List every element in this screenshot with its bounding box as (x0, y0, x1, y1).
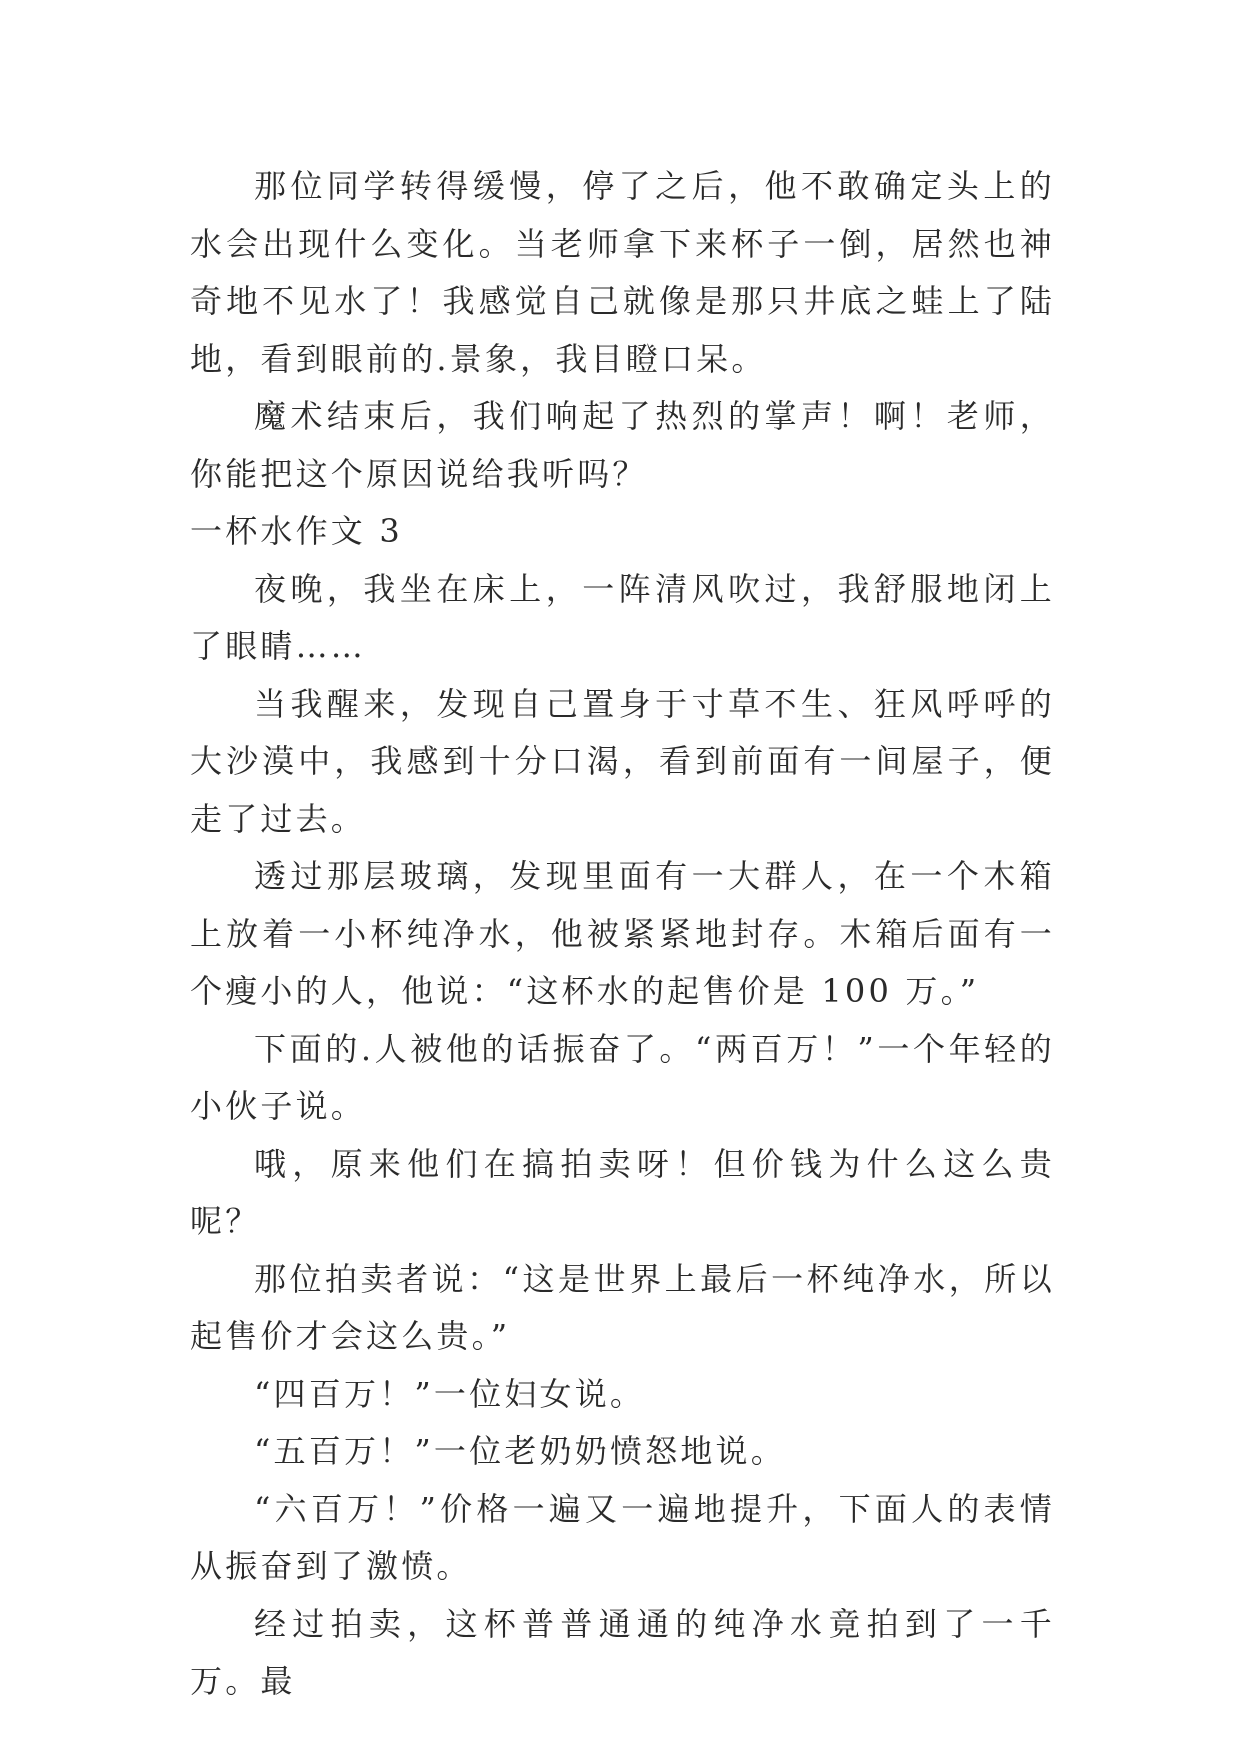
paragraph: 魔术结束后，我们响起了热烈的掌声！啊！老师，你能把这个原因说给我听吗？ (190, 397, 1055, 493)
paragraph: 当我醒来，发现自己置身于寸草不生、狂风呼呼的大沙漠中，我感到十分口渴，看到前面有一间屋子，便走了过去。 (190, 684, 1055, 838)
paragraph: “五百万！”一位老奶奶愤怒地说。 (254, 1432, 786, 1470)
paragraph: 那位同学转得缓慢，停了之后，他不敢确定头上的水会出现什么变化。当老师拿下来杯子一倒，居然也神奇地不见水了！我感觉自己就像是那只井底之蛙上了陆地，看到眼前的.景象，我目瞪口呆。 (190, 167, 1055, 378)
document-body (190, 158, 1055, 1711)
paragraph: 经过拍卖，这杯普普通通的纯净水竟拍到了一千万。最 (190, 1604, 1055, 1700)
paragraph: 夜晚，我坐在床上，一阵清风吹过，我舒服地闭上了眼睛…… (190, 569, 1055, 665)
paragraph: 哦，原来他们在搞拍卖呀！但价钱为什么这么贵呢？ (190, 1144, 1055, 1240)
paragraph: “六百万！”价格一遍又一遍地提升，下面人的表情从振奋到了激愤。 (190, 1489, 1055, 1585)
paragraph: “四百万！”一位妇女说。 (254, 1374, 646, 1413)
paragraph: 那位拍卖者说：“这是世界上最后一杯纯净水，所以起售价才会这么贵。” (190, 1259, 1055, 1355)
section-heading: 一杯水作文 3 (190, 512, 403, 550)
paragraph: 下面的.人被他的话振奋了。“两百万！”一个年轻的小伙子说。 (190, 1029, 1055, 1125)
paragraph: 透过那层玻璃，发现里面有一大群人，在一个木箱上放着一小杯纯净水，他被紧紧地封存。木箱后面有一个瘦小的人，他说：“这杯水的起售价是 100 万。” (190, 857, 1055, 1010)
